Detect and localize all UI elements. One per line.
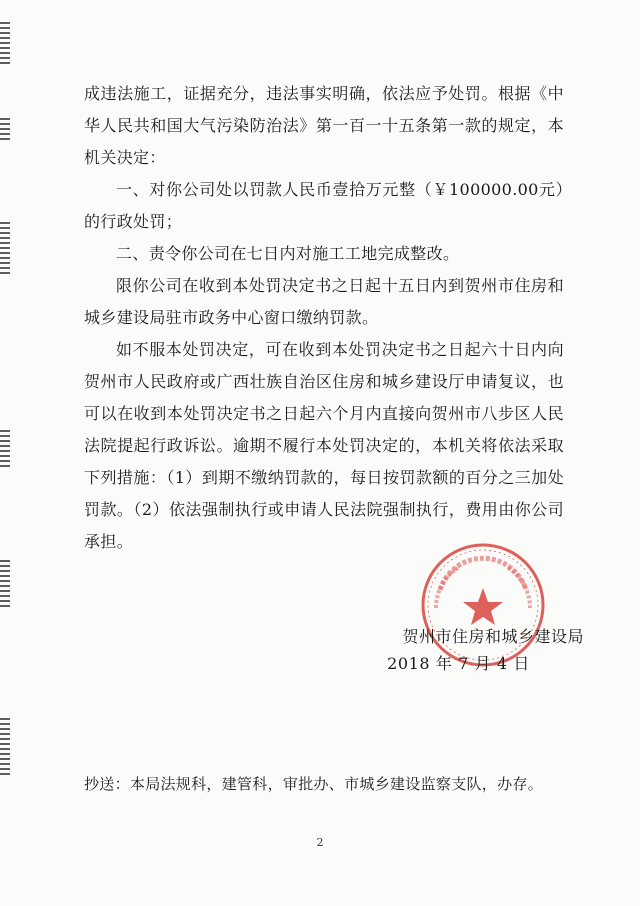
- binding-mark: [0, 718, 10, 778]
- body-paragraph: 成违法施工，证据充分，违法事实明确，依法应予处罚。根据《中华人民共和国大气污染防治法》第一百一十五条第一款的规定，本机关决定：: [84, 84, 564, 167]
- binding-mark: [0, 560, 10, 608]
- body-paragraph: 一、对你公司处以罚款人民币壹拾万元整（￥100000.00元）的行政处罚；: [84, 180, 564, 231]
- signing-organization: 贺州市住房和城乡建设局: [402, 627, 584, 646]
- binding-mark: [0, 118, 10, 142]
- binding-mark: [0, 430, 10, 470]
- binding-mark: [0, 222, 10, 276]
- body-paragraph: 如不服本处罚决定，可在收到本处罚决定书之日起六十日内向贺州市人民政府或广西壮族自治区住房和城乡建设厅申请复议，也可以在收到本处罚决定书之日起六个月内直接向贺州市八步区人民法院提起行政诉讼。逾期不履行本处罚决定的，本机关将依法采取下列措施：（1）到期不缴纳罚款的，每日按罚款额的百分之三加处罚款。（2）依法强制执行或申请人民法院强制执行，费用由你公司承担。: [84, 340, 564, 551]
- cc-distribution-line: 抄送：本局法规科，建管科，审批办、市城乡建设监察支队，办存。: [84, 775, 544, 793]
- document-body: [84, 78, 564, 558]
- binding-mark: [0, 22, 10, 64]
- page-number: 2: [316, 836, 324, 849]
- signing-date: 2018 年 7 月 4 日: [387, 654, 530, 673]
- scanned-page-edge: [0, 0, 14, 906]
- body-paragraph: 限你公司在收到本处罚决定书之日起十五日内到贺州市住房和城乡建设局驻市政务中心窗口缴纳罚款。: [84, 276, 564, 327]
- body-paragraph: 二、责令你公司在七日内对施工工地完成整改。: [116, 244, 460, 263]
